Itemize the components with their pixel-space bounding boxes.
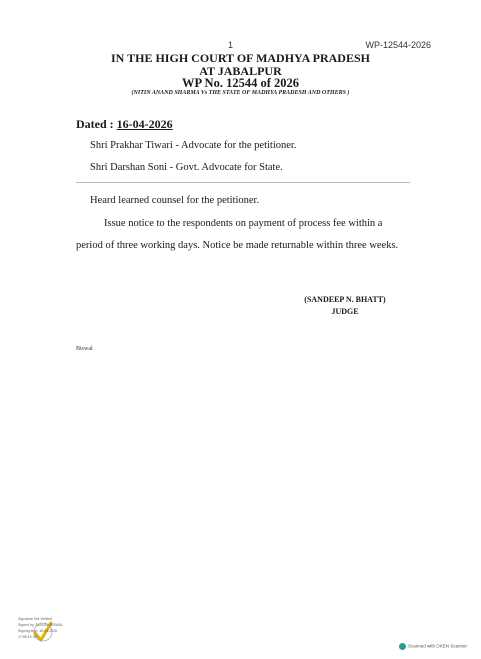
dated-value: 16-04-2026 [116, 117, 173, 131]
scanner-watermark [399, 643, 467, 650]
stamp-line-1: Signature Not Verified [18, 617, 53, 621]
page-number: 1 [228, 40, 234, 50]
court-name: IN THE HIGH COURT OF MADHYA PRADESH [111, 51, 370, 65]
judge-name: (SANDEEP N. BHATT) [304, 295, 386, 304]
scanner-logo-icon [399, 643, 406, 650]
separator-line [76, 182, 410, 183]
order-paragraph-1: Heard learned counsel for the petitioner. [90, 195, 260, 206]
steno-name: Biswal [76, 346, 93, 352]
case-number: WP No. 12544 of 2026 [181, 76, 299, 90]
case-parties: (NITIN ANAND SHARMA Vs THE STATE OF MADHYA PRADESH AND OTHERS ) [131, 90, 350, 96]
stamp-line-4: 17:58:15 IST [18, 635, 39, 639]
digital-signature-stamp [18, 617, 82, 651]
stamp-line-2: Signed by: SANJAY BISWAL [18, 623, 63, 627]
dated-label: Dated : [76, 117, 117, 131]
scanner-text: Scanned with OKEN Scanner [407, 643, 467, 649]
stamp-line-3: Signing time: 16-04-2026 [18, 629, 58, 633]
order-paragraph-3: period of three working days. Notice be made returnable within three weeks. [76, 240, 399, 251]
appearance-petitioner: Shri Prakhar Tiwari - Advocate for the petitioner. [90, 140, 297, 151]
court-bench: AT JABALPUR [199, 64, 282, 78]
document-reference: WP-12544-2026 [365, 40, 431, 50]
appearance-state: Shri Darshan Soni - Govt. Advocate for State. [90, 162, 283, 173]
order-date [76, 117, 173, 132]
judge-title: JUDGE [331, 307, 359, 316]
order-paragraph-2: Issue notice to the respondents on payment of process fee within a [104, 218, 383, 229]
